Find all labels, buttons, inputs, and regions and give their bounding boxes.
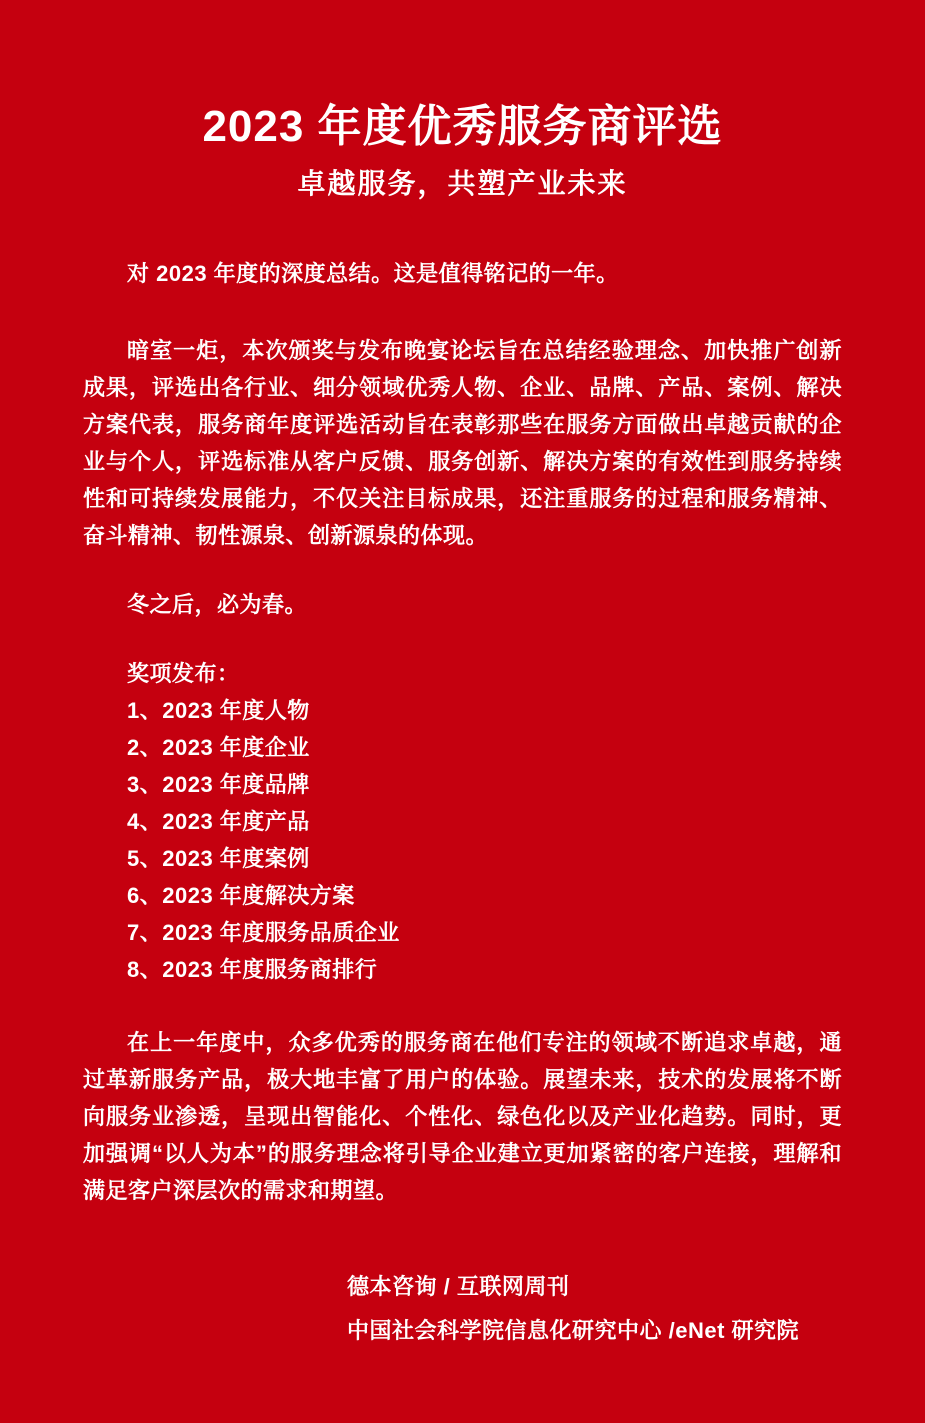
main-paragraph: 暗室一炬，本次颁奖与发布晚宴论坛旨在总结经验理念、加快推广创新成果，评选出各行业、细分领域优秀人物、企业、品牌、产品、案例、解决方案代表，服务商年度评选活动旨在表彰那些在服务方面做出卓越贡献的企业与个人，评选标准从客户反馈、服务创新、解决方案的有效性到服务持续性和可持续发展能力，不仅关注目标成果，还注重服务的过程和服务精神、奋斗精神、韧性源泉、创新源泉的体现。 (83, 338, 842, 548)
award-item: 5、2023 年度案例 (127, 846, 310, 871)
award-item: 7、2023 年度服务品质企业 (127, 920, 400, 945)
award-item: 4、2023 年度产品 (127, 809, 310, 834)
signature-line-2: 中国社会科学院信息化研究中心 /eNet 研究院 (347, 1318, 800, 1343)
signature-line-1: 德本咨询 / 互联网周刊 (347, 1274, 570, 1299)
award-item: 2、2023 年度企业 (127, 735, 310, 760)
page-subtitle: 卓越服务，共塑产业未来 (297, 168, 628, 199)
awards-list (83, 655, 842, 988)
intro-paragraph: 对 2023 年度的深度总结。这是值得铭记的一年。 (127, 261, 619, 286)
award-item: 6、2023 年度解决方案 (127, 883, 355, 908)
awards-heading: 奖项发布： (127, 661, 240, 686)
award-item: 3、2023 年度品牌 (127, 772, 310, 797)
page-title: 2023 年度优秀服务商评选 (202, 102, 723, 151)
signature-block (347, 1265, 842, 1353)
aphorism-line: 冬之后，必为春。 (127, 592, 308, 617)
award-item: 8、2023 年度服务商排行 (127, 957, 378, 982)
award-item: 1、2023 年度人物 (127, 698, 310, 723)
outlook-paragraph: 在上一年度中，众多优秀的服务商在他们专注的领域不断追求卓越，通过革新服务产品，极大地丰富了用户的体验。展望未来，技术的发展将不断向服务业渗透，呈现出智能化、个性化、绿色化以及产业化趋势。同时，更加强调“以人为本”的服务理念将引导企业建立更加紧密的客户连接，理解和满足客户深层次的需求和期望。 (83, 1030, 842, 1203)
